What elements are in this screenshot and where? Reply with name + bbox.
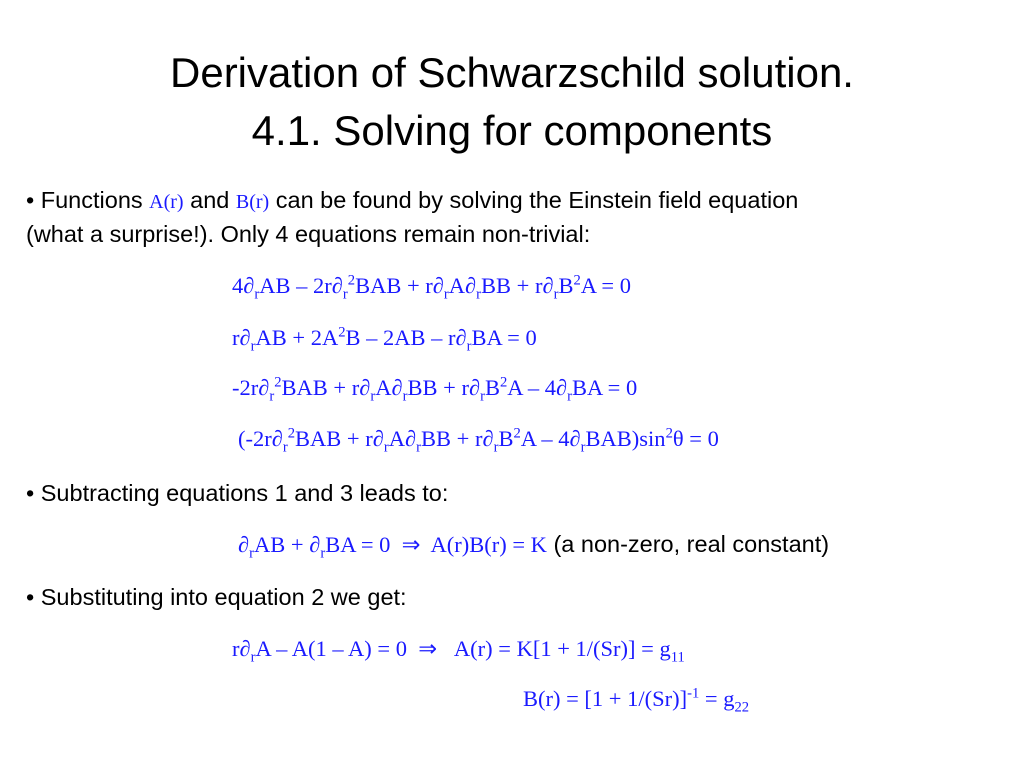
result-product (238, 529, 829, 560)
title-line-2: 4.1. Solving for components (251, 107, 773, 154)
bullet-subtracting: • Subtracting equations 1 and 3 leads to: (26, 480, 449, 506)
equation-2: $r\partial_rAB + 2A^2B - 2AB - r\partial_rBA = 0$ (232, 324, 537, 355)
function-a: A(r) (149, 191, 184, 213)
equation-1: $4\partial_rAB - 2r\partial_r^2BAB + r\partial_rA\partial_rBB + r\partial_rB^2A = 0$ (232, 272, 631, 303)
equation-4: $(-2r\partial_r^2BAB + r\partial_rA\partial_rBB + r\partial_rB^2A - 4\partial_rBAB)\sin^2\theta = 0$ (238, 425, 719, 456)
result-product-note: (a non-zero, real constant) (546, 531, 830, 557)
result-b: $B(r) = [1 + 1/(Sr)]^{-1} = g_{22}$ (523, 685, 750, 716)
bullet-functions (26, 183, 798, 219)
bullet-functions-line-2: (what a surprise!). Only 4 equations remain non-trivial: (26, 221, 591, 247)
slide-title (0, 44, 1024, 160)
bullet-functions-and: and (183, 187, 236, 213)
bullet-substituting: • Substituting into equation 2 we get: (26, 584, 407, 610)
title-line-1: Derivation of Schwarzschild solution. (170, 49, 854, 96)
function-b: B(r) (235, 191, 270, 213)
result-a: $r\partial_rA - A(1 - A) = 0$ ⇒ $A(r) = K[1 + 1/(Sr)] = g_{11}$ (232, 636, 685, 666)
bullet-functions-prefix: • Functions (26, 187, 150, 213)
equation-3: $-2r\partial_r^2BAB + r\partial_rA\partial_rBB + r\partial_rB^2A - 4\partial_rBA = 0$ (232, 374, 638, 405)
bullet-functions-suffix: can be found by solving the Einstein field equation (269, 187, 799, 213)
result-product-math: $\partial_rAB + \partial_rBA = 0$ ⇒ A(r)B(r) = K (238, 532, 547, 562)
